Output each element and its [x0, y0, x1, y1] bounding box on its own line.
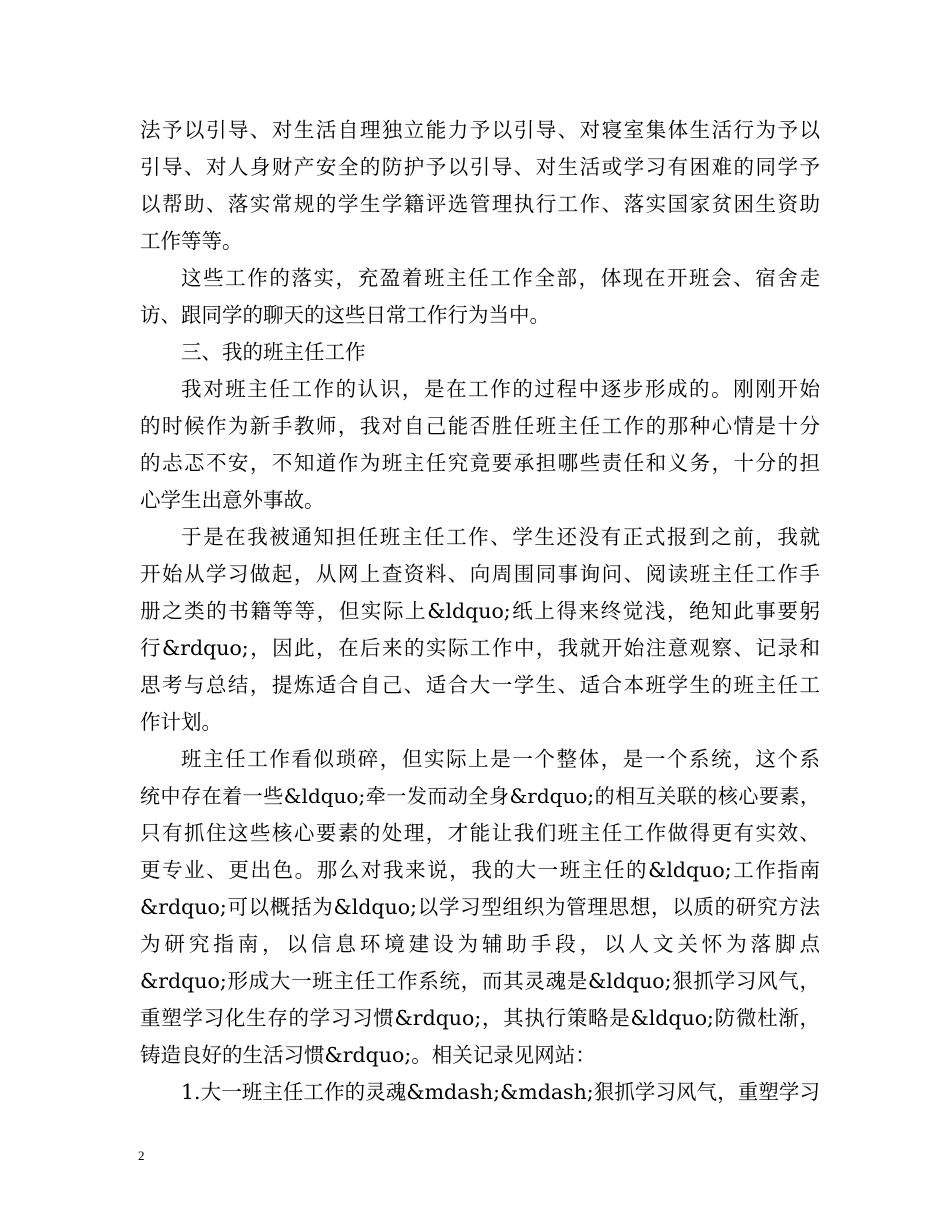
page-number: 2	[138, 1148, 145, 1163]
text-line: 思考与总结，提炼适合自己、适合大一学生、适合本班学生的班主任工	[140, 673, 820, 697]
text-line: 只有抓住这些核心要素的处理，才能让我们班主任工作做得更有实效、	[140, 821, 820, 845]
text-line: 更专业、更出色。那么对我来说，我的大一班主任的&ldquo;工作指南	[140, 858, 820, 882]
text-line: 铸造良好的生活习惯&rdquo;。相关记录见网站：	[140, 1043, 596, 1067]
text-line: 行&rdquo;，因此，在后来的实际工作中，我就开始注意观察、记录和	[140, 636, 820, 660]
text-line: 法予以引导、对生活自理独立能力予以引导、对寝室集体生活行为予以	[140, 118, 820, 142]
text-line: 开始从学习做起，从网上查资料、向周围同事询问、阅读班主任工作手	[140, 562, 820, 586]
text-line: &rdquo;形成大一班主任工作系统，而其灵魂是&ldquo;狠抓学习风气，	[140, 969, 820, 993]
text-line: 工作等等。	[140, 229, 243, 253]
text-line: 三、我的班主任工作	[181, 340, 366, 364]
text-line: 统中存在着一些&ldquo;牵一发而动全身&rdquo;的相互关联的核心要素，	[140, 784, 820, 808]
text-line: 1.大一班主任工作的灵魂&mdash;&mdash;狠抓学习风气，重塑学习	[181, 1080, 820, 1104]
text-line: 作计划。	[140, 710, 222, 734]
text-line: 心学生出意外事故。	[140, 488, 325, 512]
text-line: &rdquo;可以概括为&ldquo;以学习型组织为管理思想，以质的研究方法	[140, 895, 820, 919]
text-line: 的时候作为新手教师，我对自己能否胜任班主任工作的那种心情是十分	[140, 414, 820, 438]
text-line: 重塑学习化生存的学习习惯&rdquo;，其执行策略是&ldquo;防微杜渐，	[140, 1006, 820, 1030]
text-line: 班主任工作看似琐碎，但实际上是一个整体，是一个系统，这个系	[181, 747, 820, 771]
text-line: 册之类的书籍等等，但实际上&ldquo;纸上得来终觉浅，绝知此事要躬	[140, 599, 820, 623]
text-line: 的忐忑不安，不知道作为班主任究竟要承担哪些责任和义务，十分的担	[140, 451, 820, 475]
text-line: 以帮助、落实常规的学生学籍评选管理执行工作、落实国家贫困生资助	[140, 192, 820, 216]
text-line: 引导、对人身财产安全的防护予以引导、对生活或学习有困难的同学予	[140, 155, 820, 179]
text-line: 于是在我被通知担任班主任工作、学生还没有正式报到之前，我就	[181, 525, 820, 549]
text-line: 我对班主任工作的认识，是在工作的过程中逐步形成的。刚刚开始	[181, 377, 820, 401]
text-line: 为研究指南，以信息环境建设为辅助手段，以人文关怀为落脚点	[140, 932, 820, 956]
text-line: 访、跟同学的聊天的这些日常工作行为当中。	[140, 303, 550, 327]
document-body	[140, 112, 820, 1111]
text-line: 这些工作的落实，充盈着班主任工作全部，体现在开班会、宿舍走	[181, 266, 820, 290]
